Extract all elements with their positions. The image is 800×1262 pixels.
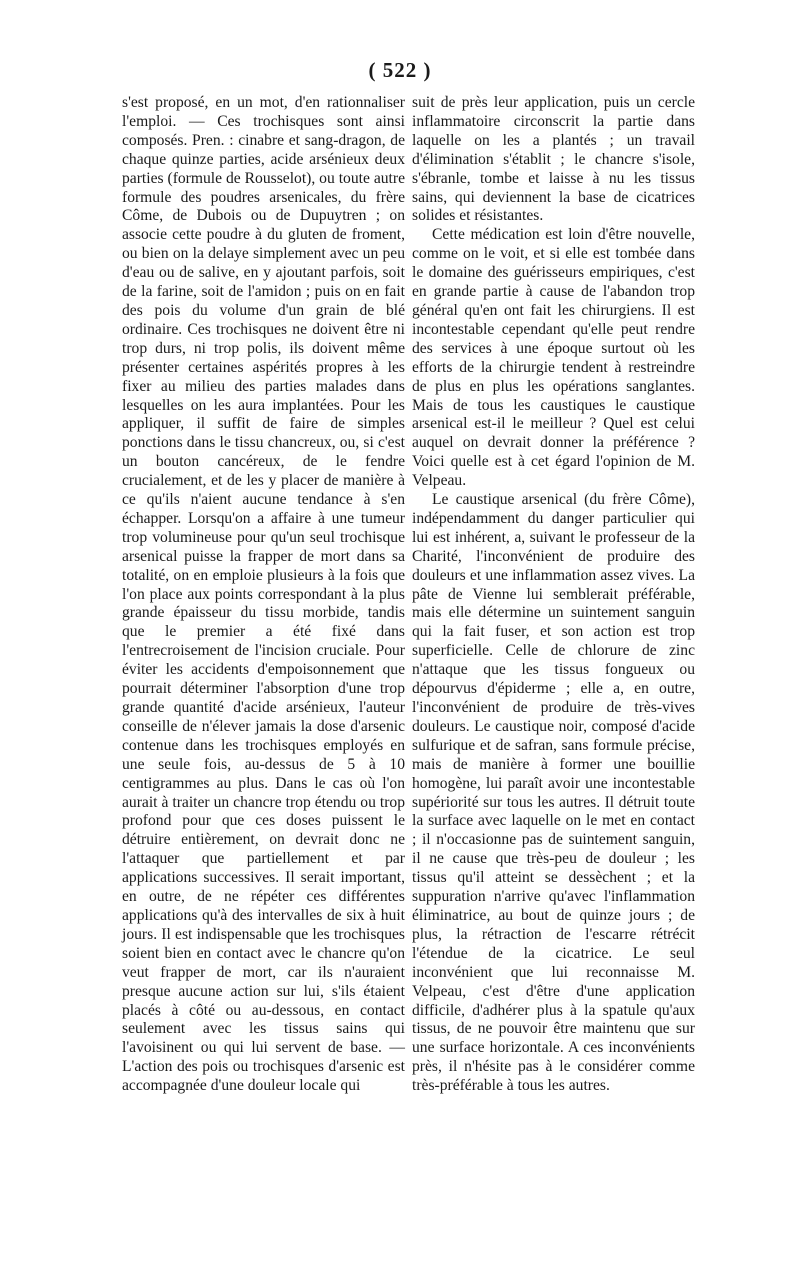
paragraph: Cette médication est loin d'être nouvelle, comme on le voit, et si elle est tombée dans le domaine des guérisseurs empiriques, c'est en grande partie à cause de l'abandon trop général qu'en ont fait les chirurgiens. Il est incontestable cependant qu'elle peut rendre des services à une époque surtout où les efforts de la chirurgie tendent à restreindre de plus en plus les opérations sanglantes. Mais de tous les caustiques le caustique arsenical est-il le meilleur ? Quel est celui auquel on devrait donner la préférence ? Voici quelle est à cet égard l'opinion de M. Velpeau. (412, 226, 695, 490)
right-column (412, 94, 695, 1096)
paragraph: suit de près leur application, puis un cercle inflammatoire circonscrit la partie dans laquelle on les a plantés ; un travail d'élimination s'établit ; le chancre s'isole, s'ébranle, tombe et laisse à nu les tissus sains, qui deviennent la base de cicatrices solides et résistantes. (412, 94, 695, 225)
page-number: ( 522 ) (368, 58, 432, 82)
left-column (122, 94, 405, 1096)
paragraph: Le caustique arsenical (du frère Côme), indépendamment du danger particulier qui lui est inhérent, a, suivant le professeur de la Charité, l'inconvénient de produire des douleurs et une inflammation assez vives. La pâte de Vienne lui semblerait préférable, mais elle détermine un suintement sanguin qui la fait fuser, et son action est trop superficielle. Celle de chlorure de zinc n'attaque que les tissus fongueux ou dépourvus d'épiderme ; elle a, en outre, l'inconvénient de produire de très-vives douleurs. Le caustique noir, composé d'acide sulfurique et de safran, sans formule précise, mais de manière à former une bouillie homogène, lui paraît avoir une incontestable supériorité sur tous les autres. Il détruit toute la surface avec laquelle on le met en contact ; il n'occasionne pas de suintement sanguin, il ne cause que très-peu de douleur ; les tissus qu'il atteint se dessèchent ; et la suppuration n'arrive qu'avec l'inflammation éliminatrice, au bout de quinze jours ; de plus, la rétraction de l'escarre rétrécit l'étendue de la cicatrice. Le seul inconvénient que lui reconnaisse M. Velpeau, c'est d'être d'une application difficile, d'adhérer plus à la spatule qu'aux tissus, de ne pouvoir être maintenu que sur une surface horizontale. A ces inconvénients près, il n'hésite pas à le considérer comme très-préférable à tous les autres. (412, 491, 695, 1095)
paragraph: s'est proposé, en un mot, d'en rationnaliser l'emploi. — Ces trochisques sont ainsi composés. Pren. : cinabre et sang-dragon, de chaque quinze parties, acide arsénieux deux parties (formule de Rousselot), ou toute autre formule des poudres arsenicales, du frère Côme, de Dubois ou de Dupuytren ; on associe cette poudre à du gluten de froment, ou bien on la delaye simplement avec un peu d'eau ou de salive, en y ajoutant parfois, soit de la farine, soit de l'amidon ; puis on en fait des pois du volume d'un grain de blé ordinaire. Ces trochisques ne doivent être ni trop durs, ni trop polis, ils doivent même présenter certaines aspérités propres à les fixer au milieu des parties malades dans lesquelles on les aura implantées. Pour les appliquer, il suffit de faire de simples ponctions dans le tissu chancreux, ou, si c'est un bouton cancéreux, de le fendre crucialement, et de les y placer de manière à ce qu'ils n'aient aucune tendance à s'en échapper. Lorsqu'on a affaire à une tumeur trop volumineuse pour qu'un seul trochisque arsenical puisse la frapper de mort dans sa totalité, on en emploie plusieurs à la fois que l'on place aux points correspondant à la plus grande épaisseur du tissu morbide, tandis que le premier a été fixé dans l'entrecroisement de l'incision cruciale. Pour éviter les accidents d'empoisonnement que pourrait déterminer l'absorption d'une trop grande quantité d'acide arsénieux, l'auteur conseille de n'élever jamais la dose d'arsenic contenue dans les trochisques employés en une seule fois, au-dessus de 5 à 10 centigrammes au plus. Dans le cas où l'on aurait à traiter un chancre trop étendu ou trop profond pour que ces doses puissent le détruire entièrement, on devrait donc ne l'attaquer que partiellement et par applications successives. Il serait important, en outre, de ne répéter ces différentes applications qu'à des intervalles de six à huit jours. Il est indispensable que les trochisques soient bien en contact avec le chancre qu'on veut frapper de mort, car ils n'auraient presque aucune action sur lui, s'ils étaient placés à côté ou au-dessous, en contact seulement avec les tissus sains qui l'avoisinent ou qui lui servent de base. — L'action des pois ou trochisques d'arsenic est accompagnée d'une douleur locale qui (122, 94, 405, 1095)
